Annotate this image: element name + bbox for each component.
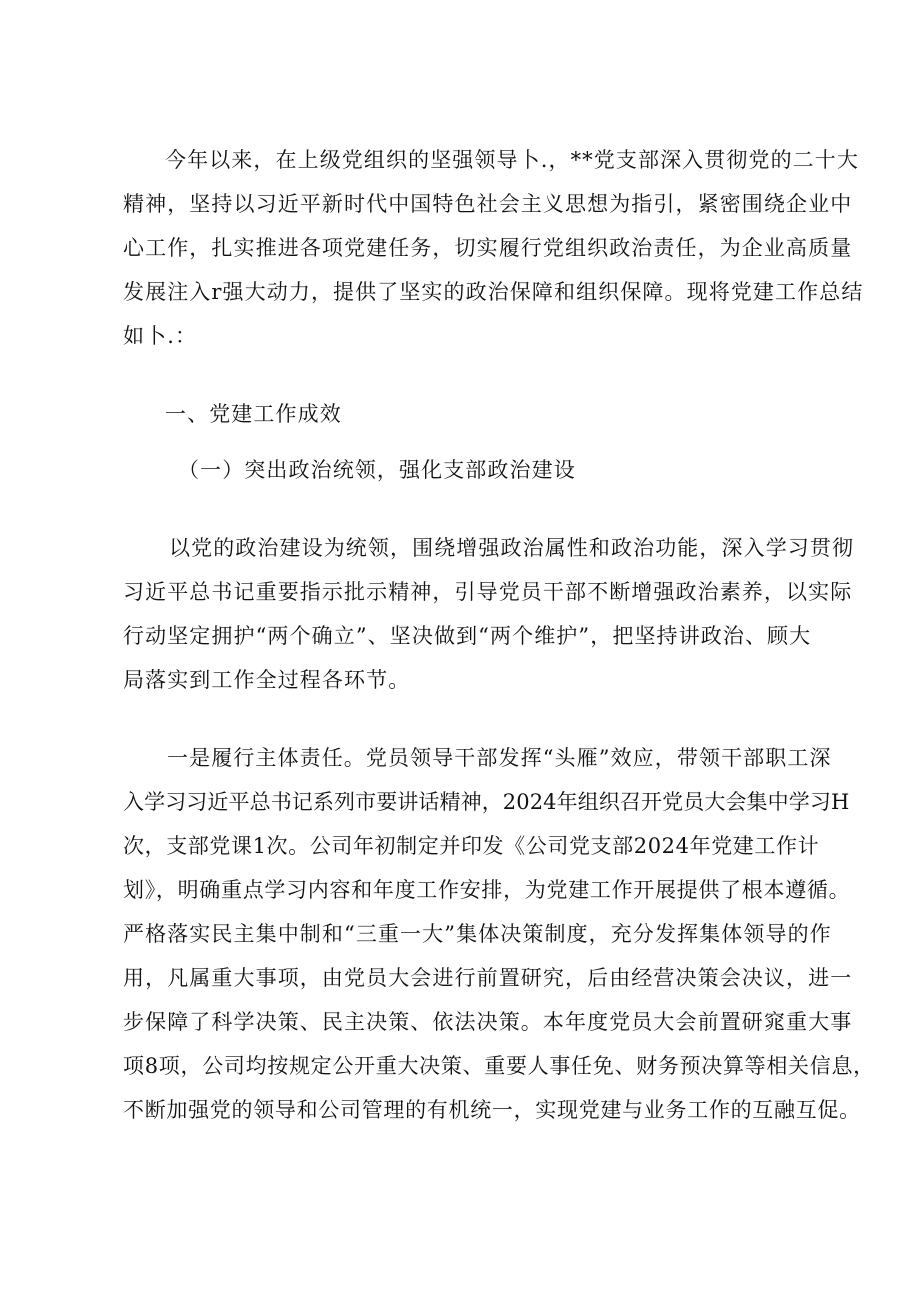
intro-line-3: 心工作，扎实推进各项党建任务，切实履行党组织政治责任，为企业高质量 <box>123 236 853 260</box>
intro-line-4: 发展注入r强大动力，提供了坚实的政治保障和组织保障。现将党建工作总结 <box>123 280 864 304</box>
paragraph1-line-1: 以党的政治建设为统领，围绕增强政治属性和政治功能，深入学习贯彻 <box>169 536 855 560</box>
intro-line-1: 今年以来，在上级党组织的坚强领导卜.，**党支部深入贯彻党的二十大 <box>165 148 859 172</box>
paragraph2-line-8: 项8项，公司均按规定公开重大决策、重要人事任免、财务预决算等相关信息， <box>123 1054 875 1078</box>
paragraph2-line-5: 严格落实民主集中制和“三重一大”集体决策制度，充分发挥集体领导的作 <box>123 922 832 946</box>
section-heading: 一、党建工作成效 <box>165 402 342 426</box>
paragraph2-line-2: 入学习习近平总书记系列市要讲话精神，2024年组织召开党员大会集中学习H <box>123 790 850 814</box>
paragraph1-line-3: 行动坚定拥护“两个确立”、坚决做到“两个维护”，把坚持讲政治、顾大 <box>123 624 812 648</box>
paragraph2-line-4: 划》，明确重点学习内容和年度工作安排，为党建工作开展提供了根本遵循。 <box>123 878 851 902</box>
paragraph2-line-6: 用，凡属重大事项，由党员大会进行前置研究，后由经营决策会决议，进一 <box>123 966 853 990</box>
paragraph2-line-7: 步保障了科学决策、民主决策、依法决策。本年度党员大会前置研窕重大事 <box>123 1010 853 1034</box>
subsection-heading: （一）突出政治统领，强化支部政治建设 <box>178 458 576 482</box>
paragraph2-line-3: 次，支部党课1次。公司年初制定并印发《公司党支部2024年党建工作计 <box>123 834 820 858</box>
paragraph1-line-4: 局落实到工作全过程各环节。 <box>123 668 411 692</box>
intro-line-5: 如卜.： <box>123 324 198 348</box>
paragraph1-line-2: 习近平总书记重要指示批示精神，引导党员干部不断增强政治素养，以实际 <box>123 580 853 604</box>
intro-line-2: 精神，坚持以习近平新时代中国特色社会主义思想为指引，紧密围绕企业中 <box>123 192 853 216</box>
paragraph2-line-9: 不断加强党的领导和公司管理的有机统一，实现党建与业务工作的互融互促。 <box>123 1098 861 1122</box>
paragraph2-line-1: 一是履行主体责任。党员领导干部发挥“头雁”效应，带领干部职工深 <box>167 746 832 770</box>
